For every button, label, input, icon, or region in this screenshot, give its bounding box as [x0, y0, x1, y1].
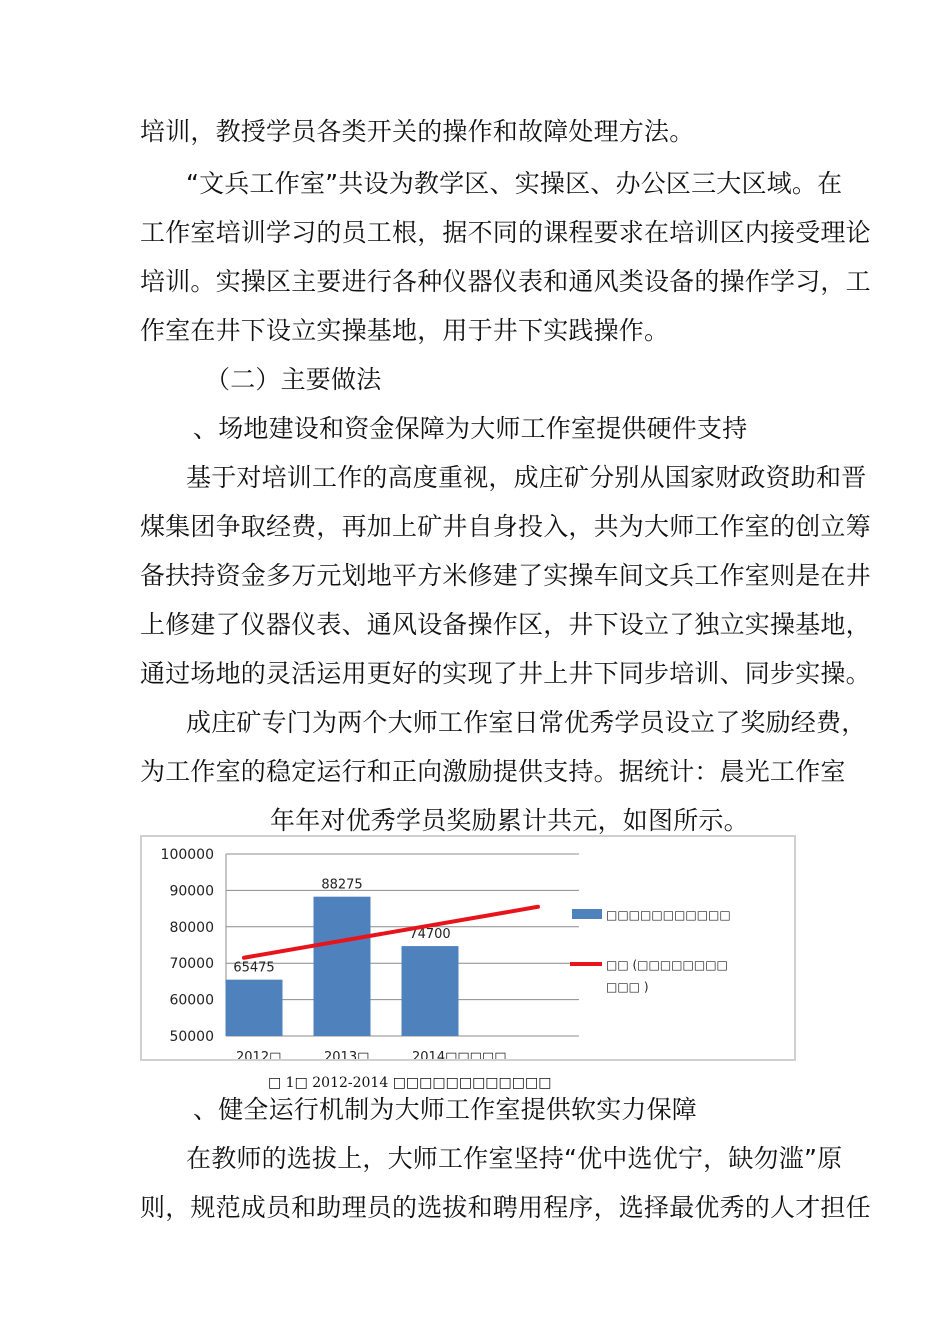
x-tick-label-2013: 2013□	[324, 1050, 370, 1059]
x-tick-label-2014: 2014□□□□□	[412, 1050, 507, 1059]
paragraph-line-11: 成庄矿专门为两个大师工作室日常优秀学员设立了奖励经费，	[186, 708, 867, 737]
legend-label-line-1: □□ (□□□□□□□□	[606, 958, 728, 972]
subsection-heading-1: 、场地建设和资金保障为大师工作室提供硬件支持	[193, 414, 748, 443]
paragraph-line-7: 煤集团争取经费，再加上矿井自身投入，共为大师工作室的创立筹	[140, 512, 871, 541]
paragraph-line-9: 上修建了仪器仪表、通风设备操作区，井下设立了独立实操基地，	[140, 610, 871, 639]
y-tick-label-0: 100000	[160, 847, 214, 863]
y-tick-label-5: 50000	[169, 1029, 214, 1045]
y-tick-label-1: 90000	[169, 883, 214, 900]
bar-2014	[402, 946, 459, 1036]
paragraph-line-10: 通过场地的灵活运用更好的实现了井上井下同步培训、同步实操。	[140, 659, 871, 688]
paragraph-line-12: 为工作室的稳定运行和正向激励提供支持。据统计：晨光工作室	[140, 757, 846, 786]
paragraph-line-6: 基于对培训工作的高度重视，成庄矿分别从国家财政资助和晋	[186, 463, 867, 492]
data-label-2012: 65475	[233, 960, 275, 976]
subsection-heading-2: 、健全运行机制为大师工作室提供软实力保障	[193, 1095, 698, 1124]
bar-2013	[314, 897, 371, 1036]
figure-caption: □ 1□ 2012-2014 □□□□□□□□□□□□	[268, 1075, 552, 1091]
data-label-2014: 74700	[409, 927, 451, 943]
legend-label-line-2: □□□ )	[606, 980, 649, 994]
y-tick-label-3: 70000	[169, 956, 214, 973]
legend-swatch-bars	[572, 909, 602, 919]
y-tick-label-2: 80000	[169, 919, 214, 936]
legend-label-bars: □□□□□□□□□□□	[606, 908, 731, 922]
data-label-2013: 88275	[321, 877, 363, 893]
y-tick-label-4: 60000	[169, 992, 214, 1009]
paragraph-line-15: 则，规范成员和助理员的选拔和聘用程序，选择最优秀的人才担任	[140, 1193, 871, 1222]
paragraph-line-5: 作室在井下设立实操基地，用于井下实践操作。	[140, 316, 670, 345]
paragraph-line-13: 年年对优秀学员奖励累计共元，如图所示。	[270, 806, 749, 835]
trend-line	[244, 907, 538, 958]
paragraph-line-3: 工作室培训学习的员工根，据不同的课程要求在培训区内接受理论	[140, 218, 871, 247]
x-tick-label-2012: 2012□	[236, 1050, 282, 1059]
bar-2012	[226, 980, 283, 1036]
section-heading: （二）主要做法	[205, 365, 382, 394]
paragraph-line-14: 在教师的选拔上，大师工作室坚持“优中选优宁，缺勿滥”原	[186, 1144, 843, 1173]
paragraph-line-1: 培训，教授学员各类开关的操作和故障处理方法。	[140, 117, 695, 146]
reward-bar-chart	[140, 835, 796, 1061]
paragraph-line-4: 培训。实操区主要进行各种仪器仪表和通风类设备的操作学习，工	[140, 267, 871, 296]
paragraph-line-2: “文兵工作室”共设为教学区、实操区、办公区三大区域。在	[186, 169, 843, 198]
paragraph-line-8: 备扶持资金多万元划地平方米修建了实操车间文兵工作室则是在井	[140, 561, 871, 590]
chart-svg	[142, 837, 794, 1059]
